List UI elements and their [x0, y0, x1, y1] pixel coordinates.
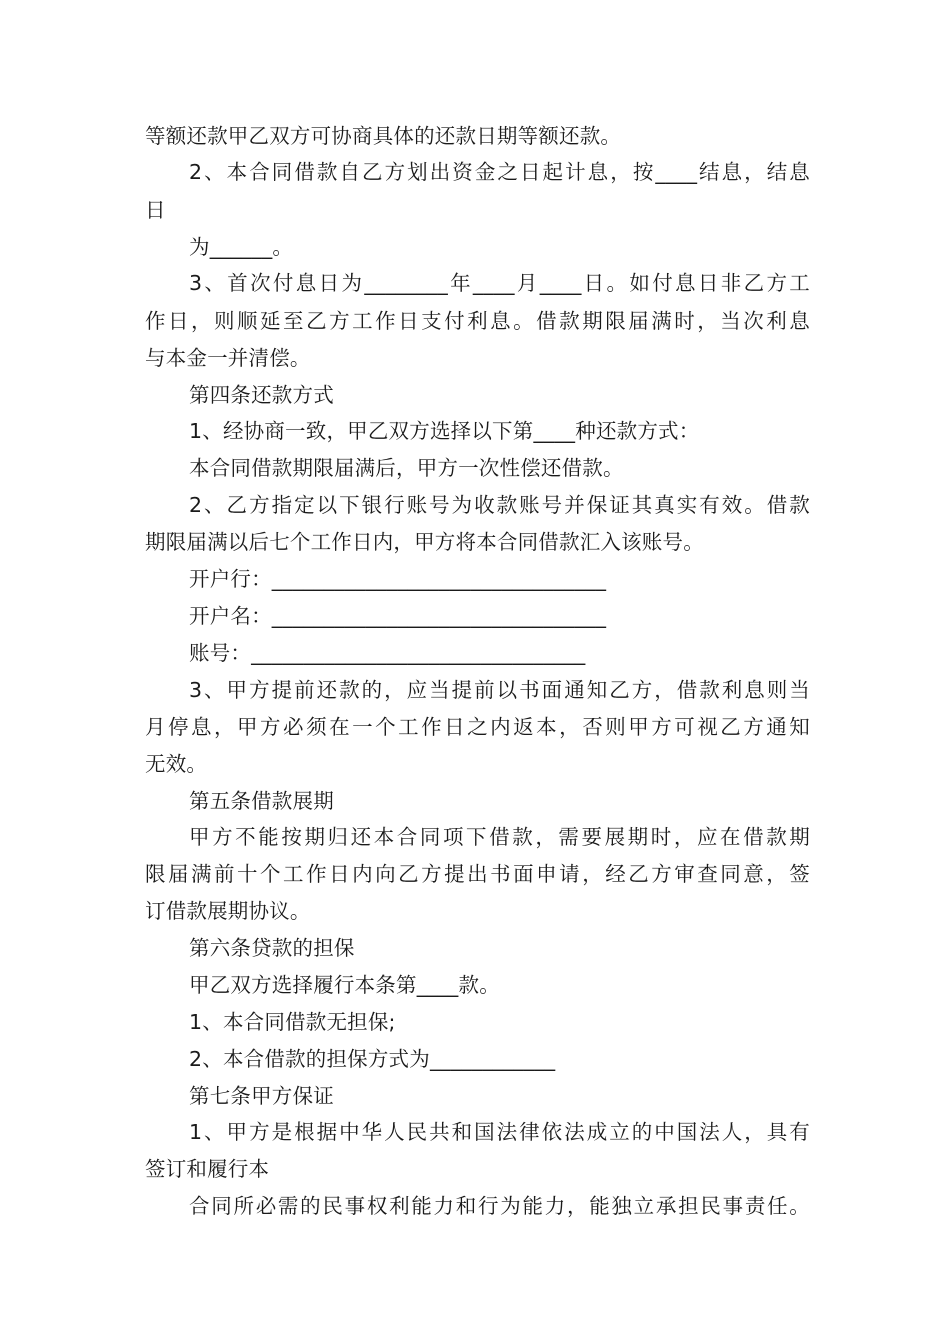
- paragraph-line: 2、乙方指定以下银行账号为收款账号并保证其真实有效。借款: [189, 493, 810, 517]
- paragraph-line: 签订和履行本: [145, 1157, 270, 1181]
- paragraph-line: 限届满前十个工作日内向乙方提出书面申请，经乙方审查同意，签: [145, 862, 810, 886]
- paragraph-line: 甲方不能按期归还本合同项下借款，需要展期时，应在借款期: [189, 825, 810, 849]
- paragraph-line: 等额还款甲乙双方可协商具体的还款日期等额还款。: [145, 124, 622, 148]
- paragraph-line: 甲乙双方选择履行本条第____款。: [189, 973, 500, 997]
- paragraph-line: 3、甲方提前还款的，应当提前以书面通知乙方，借款利息则当: [189, 678, 810, 702]
- paragraph-line: 2、本合借款的担保方式为____________: [189, 1047, 556, 1071]
- paragraph-line: 2、本合同借款自乙方划出资金之日起计息，按____结息，结息: [189, 160, 810, 184]
- paragraph-line: 1、经协商一致，甲乙双方选择以下第____种还款方式：: [189, 419, 700, 443]
- paragraph-line: 与本金一并清偿。: [145, 346, 311, 370]
- paragraph-line: 1、甲方是根据中华人民共和国法律依法成立的中国法人，具有: [189, 1120, 810, 1144]
- section-heading: 第四条还款方式: [189, 383, 334, 407]
- section-heading: 第六条贷款的担保: [189, 936, 355, 960]
- paragraph-line: 月停息，甲方必须在一个工作日之内返本，否则甲方可视乙方通知: [145, 715, 810, 739]
- paragraph-line: 期限届满以后七个工作日内，甲方将本合同借款汇入该账号。: [145, 530, 704, 554]
- paragraph-line: 订借款展期协议。: [145, 899, 311, 923]
- paragraph-line: 作日，则顺延至乙方工作日支付利息。借款期限届满时，当次利息: [145, 309, 810, 333]
- section-heading: 第七条甲方保证: [189, 1084, 334, 1108]
- paragraph-line: 为______。: [189, 235, 294, 259]
- bank-field: 开户行：________________________________: [189, 567, 607, 591]
- section-heading: 第五条借款展期: [189, 789, 334, 813]
- account-number-field: 账号：________________________________: [189, 641, 586, 665]
- paragraph-line: 日: [145, 198, 166, 222]
- paragraph-line: 3、首次付息日为________年____月____日。如付息日非乙方工: [189, 271, 810, 295]
- account-name-field: 开户名：________________________________: [189, 604, 607, 628]
- paragraph-line: 1、本合同借款无担保;: [189, 1010, 396, 1034]
- paragraph-line: 合同所必需的民事权利能力和行为能力，能独立承担民事责任。: [189, 1194, 810, 1218]
- paragraph-line: 无效。: [145, 752, 208, 776]
- paragraph-line: 本合同借款期限届满后，甲方一次性偿还借款。: [189, 456, 624, 480]
